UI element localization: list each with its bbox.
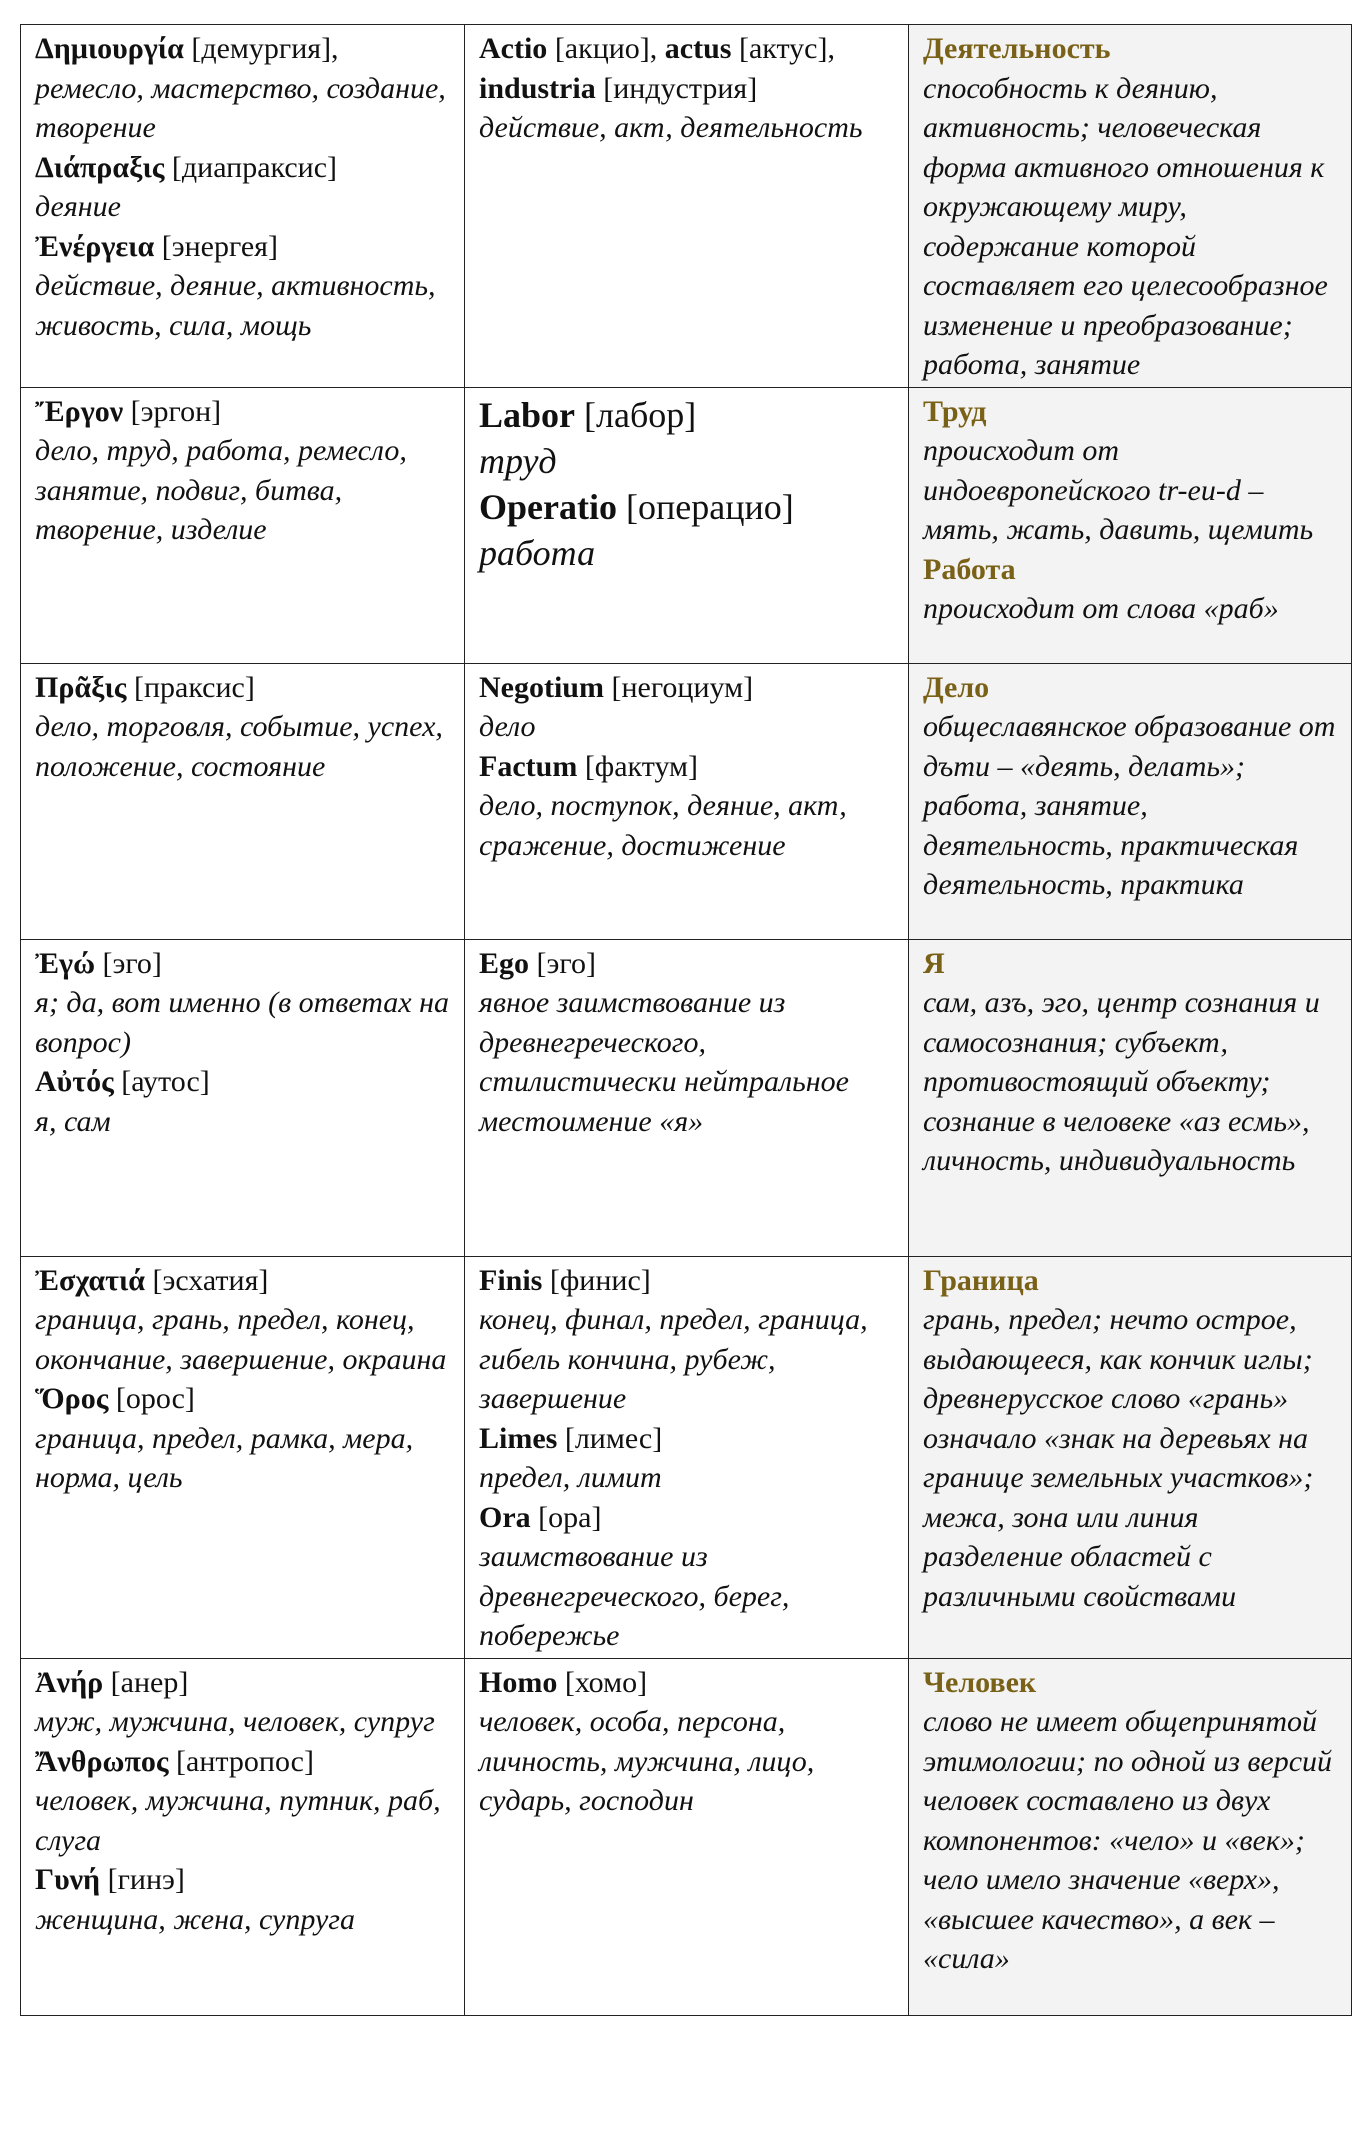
greek-gloss: дело, труд, работа, ремесло, занятие, подвиг, битва, творение, изделие — [35, 434, 407, 546]
greek-cell — [21, 1256, 465, 1658]
greek-gloss: человек, мужчина, путник, раб, слуга — [35, 1784, 441, 1857]
greek-term: Ἐγώ [эго] — [35, 946, 162, 980]
lexicon-table — [20, 24, 1352, 2016]
russian-gloss: грань, предел; нечто острое, выдающееся, как кончик иглы; древнерусское слово «грань» означало «знак на деревьях на границе земельных участков»; межа, зона или линия разделение областей с различными свойствами — [923, 1303, 1314, 1613]
latin-gloss: заимствование из древнегреческого, берег, побережье — [479, 1540, 790, 1652]
russian-cell — [909, 939, 1352, 1256]
russian-cell — [909, 663, 1352, 939]
russian-gloss: происходит от слова «раб» — [923, 592, 1279, 625]
latin-gloss: предел, лимит — [479, 1461, 662, 1494]
latin-cell — [465, 25, 909, 388]
latin-term: Finis [финис] — [479, 1263, 651, 1297]
latin-term: Actio [акцио], actus [актус], industria [индустрия] — [479, 32, 835, 105]
latin-cell — [465, 1658, 909, 2015]
latin-term: Labor [лабор] — [479, 394, 697, 435]
latin-gloss: конец, финал, предел, граница, гибель кончина, рубеж, завершение — [479, 1303, 868, 1415]
greek-gloss: женщина, жена, супруга — [35, 1902, 355, 1936]
russian-cell — [909, 1256, 1352, 1658]
table-row — [21, 939, 1352, 1256]
latin-term: Factum [фактум] — [479, 749, 699, 783]
greek-term: Αὐτός [аутос] — [35, 1065, 210, 1098]
greek-term: Ἐνέργεια [энергея] — [35, 229, 278, 263]
russian-term: Труд — [923, 394, 987, 428]
greek-term: Γυνή [гинэ] — [35, 1863, 185, 1896]
latin-gloss: явное заимствование из древнегреческого, стилистически нейтральное местоимение «я» — [479, 986, 849, 1138]
greek-gloss: я, сам — [35, 1104, 111, 1138]
table-row — [21, 387, 1352, 663]
latin-term: Limes [лимес] — [479, 1421, 663, 1455]
russian-cell — [909, 25, 1352, 388]
greek-cell — [21, 1658, 465, 2015]
latin-cell — [465, 663, 909, 939]
greek-term: Ἔργον [эргон] — [35, 394, 222, 428]
latin-gloss: действие, акт, деятельность — [479, 111, 863, 144]
russian-gloss: общеславянское образование от дъти – «деять, делать»; работа, занятие, деятельность, практическая деятельность, практика — [923, 710, 1336, 901]
latin-cell — [465, 1256, 909, 1658]
greek-term: Πρᾶξις [праксис] — [35, 670, 255, 704]
greek-term: Ἄνθρωπος [антропос] — [35, 1744, 314, 1778]
greek-cell — [21, 663, 465, 939]
latin-cell — [465, 387, 909, 663]
russian-gloss: способность к деянию, активность; человеческая форма активного отношения к окружающему миру, содержание которой составляет его целесообразное изменение и преобразование; работа, занятие — [923, 71, 1328, 381]
table-row — [21, 1256, 1352, 1658]
latin-gloss: дело — [479, 710, 536, 743]
greek-gloss: граница, грань, предел, конец, окончание, завершение, окраина — [35, 1303, 447, 1376]
russian-term: Работа — [923, 552, 1016, 586]
latin-gloss: труд — [479, 440, 557, 481]
greek-gloss: дело, торговля, событие, успех, положение, состояние — [35, 710, 443, 783]
latin-term: Negotium [негоциум] — [479, 670, 754, 704]
greek-term: Δημιουργία [демургия], — [35, 32, 339, 65]
greek-term: Ἀνήρ [анер] — [35, 1665, 189, 1699]
greek-gloss: я; да, вот именно (в ответах на вопрос) — [35, 986, 449, 1059]
greek-cell — [21, 939, 465, 1256]
russian-cell — [909, 387, 1352, 663]
greek-term: Διάπραξις [диапраксис] — [35, 150, 338, 184]
russian-term: Дело — [923, 670, 990, 704]
greek-term: Ὅρος [орос] — [35, 1382, 195, 1415]
greek-term: Ἐσχατιά [эсхатия] — [35, 1263, 269, 1297]
table-row — [21, 1658, 1352, 2015]
table-row — [21, 663, 1352, 939]
latin-cell — [465, 939, 909, 1256]
latin-term: Operatio [операцио] — [479, 486, 794, 527]
latin-term: Ego [эго] — [479, 946, 596, 980]
greek-gloss: действие, деяние, активность, живость, сила, мощь — [35, 269, 436, 342]
russian-term: Граница — [923, 1263, 1039, 1297]
russian-term: Человек — [923, 1665, 1037, 1699]
latin-term: Homo [хомо] — [479, 1665, 648, 1699]
latin-gloss: человек, особа, персона, личность, мужчина, лицо, сударь, господин — [479, 1705, 815, 1817]
greek-gloss: граница, предел, рамка, мера, норма, цель — [35, 1421, 414, 1494]
greek-cell — [21, 25, 465, 388]
greek-gloss: муж, мужчина, человек, супруг — [35, 1705, 435, 1738]
russian-gloss: сам, азъ, эго, центр сознания и самосознания; субъект, противостоящий объекту; сознание в человеке «аз есмь», личность, индивидуальность — [923, 986, 1320, 1177]
russian-gloss: происходит от индоевропейского tr-eu-d – мять, жать, давить, щемить — [923, 434, 1314, 546]
russian-term: Деятельность — [923, 32, 1111, 65]
table-row — [21, 25, 1352, 388]
greek-gloss: деяние — [35, 190, 122, 223]
latin-term: Ora [ора] — [479, 1500, 602, 1534]
russian-cell — [909, 1658, 1352, 2015]
russian-term: Я — [923, 946, 945, 980]
greek-gloss: ремесло, мастерство, создание, творение — [35, 71, 446, 144]
latin-gloss: работа — [479, 532, 596, 573]
russian-gloss: слово не имеет общепринятой этимологии; по одной из версий человек составлено из двух компонентов: «чело» и «век»; чело имело значение «верх», «высшее качество», а век – «сила» — [923, 1705, 1333, 1975]
greek-cell — [21, 387, 465, 663]
latin-gloss: дело, поступок, деяние, акт, сражение, достижение — [479, 789, 847, 862]
